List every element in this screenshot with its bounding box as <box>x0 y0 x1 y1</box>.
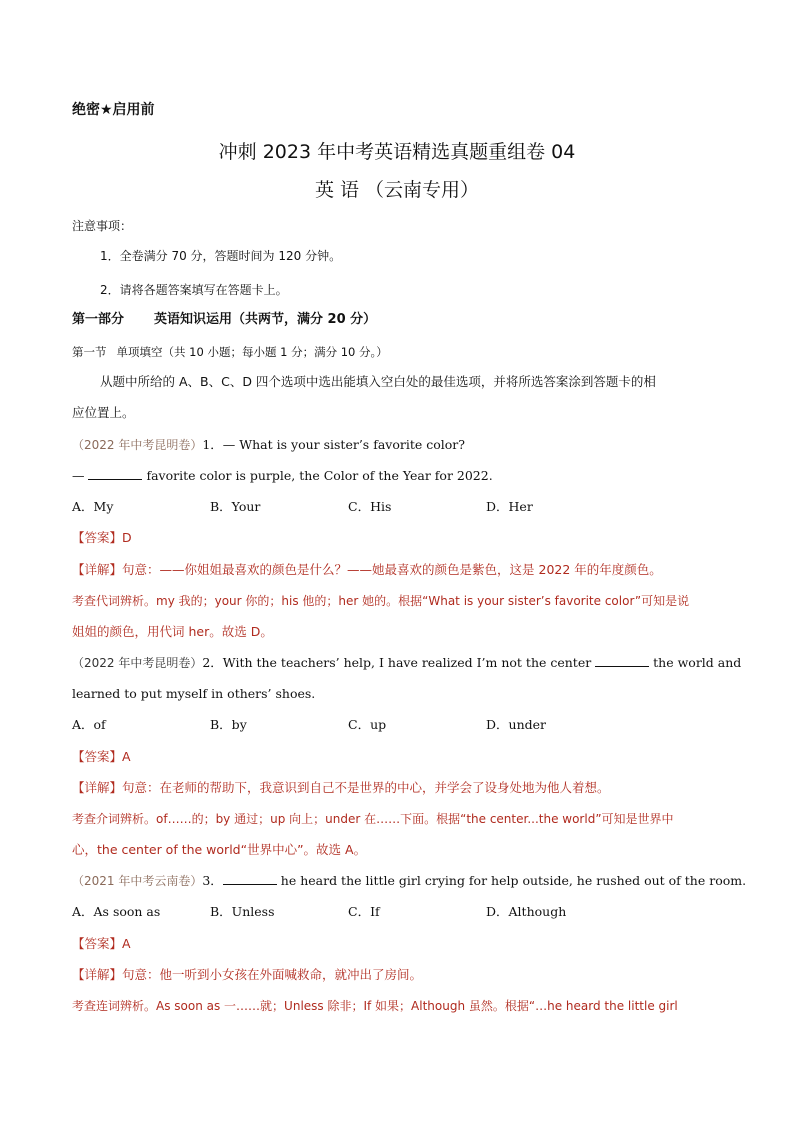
question-text: favorite color is purple, the Color of the Year for 2022. <box>142 468 493 483</box>
detail-label: 【详解】 <box>72 967 123 982</box>
answer-label: 【答案】 <box>72 936 123 951</box>
answer-value: D <box>122 530 132 545</box>
option-d: D．Although <box>486 904 567 919</box>
notes-heading: 注意事项： <box>72 219 133 233</box>
part-heading <box>72 311 722 329</box>
option-c: C．His <box>348 499 392 514</box>
option-d: D．Her <box>486 499 533 514</box>
answer-line <box>72 529 722 547</box>
detail-text: 句意：在老师的帮助下，我意识到自己不是世界的中心，并学会了设身处地为他人着想。 <box>122 780 610 795</box>
answer-blank <box>88 467 142 480</box>
note-item: 1．全卷满分 70 分，答题时间为 120 分钟。 <box>100 249 342 263</box>
question-source: （2022 年中考昆明卷） <box>72 656 203 670</box>
question-text: — <box>72 468 89 483</box>
answer-value: A <box>122 749 131 764</box>
part-title: 英语知识运用（共两节，满分 20 分） <box>154 312 377 327</box>
answer-blank <box>223 872 277 885</box>
instructions-line: 应位置上。 <box>72 405 135 420</box>
answer-label: 【答案】 <box>72 749 123 764</box>
detail-text: 句意：——你姐姐最喜欢的颜色是什么？——她最喜欢的颜色是紫色，这是 2022 年的年度颜色。 <box>122 562 662 577</box>
document-subtitle: 英 语 （云南专用） <box>314 179 480 201</box>
question-text: the world and <box>649 655 742 670</box>
detail-line <box>72 779 722 797</box>
answer-blank <box>595 654 649 667</box>
option-c: C．If <box>348 904 380 919</box>
answer-line <box>72 748 722 766</box>
option-d: D．under <box>486 717 546 732</box>
option-a: A．My <box>72 499 114 514</box>
instructions-line: 从题中所给的 A、B、C、D 四个选项中选出能填入空白处的最佳选项，并将所选答案涂到答题卡的相 <box>100 374 656 389</box>
section-title: 单项填空（共 10 小题；每小题 1 分；满分 10 分。） <box>116 345 388 359</box>
question-text: 2．With the teachers’ help, I have realized I’m not the center <box>202 655 596 670</box>
option-a: A．As soon as <box>72 904 161 919</box>
option-b: B．by <box>210 717 247 732</box>
question-stem: learned to put myself in others’ shoes. <box>72 686 316 701</box>
document-title: 冲刺 2023 年中考英语精选真题重组卷 04 <box>218 141 576 163</box>
detail-label: 【详解】 <box>72 562 123 577</box>
detail-line <box>72 561 722 579</box>
detail-label: 【详解】 <box>72 780 123 795</box>
question-stem <box>72 467 722 485</box>
option-c: C．up <box>348 717 387 732</box>
detail-line: 考查介词辨析。of……的；by 通过；up 向上；under 在……下面。根据“the center...the world”可知是世界中 <box>72 812 674 826</box>
question-source: （2021 年中考云南卷） <box>72 874 203 888</box>
option-a: A．of <box>72 717 106 732</box>
detail-text: 句意：他一听到小女孩在外面喊救命，就冲出了房间。 <box>122 967 423 982</box>
detail-line <box>72 966 722 984</box>
question-text: he heard the little girl crying for help outside, he rushed out of the room. <box>276 873 747 888</box>
question-stem <box>72 654 742 672</box>
detail-line: 姐姐的颜色，用代词 her。故选 D。 <box>72 624 273 639</box>
question-stem <box>72 872 747 890</box>
question-source: （2022 年中考昆明卷） <box>72 438 203 452</box>
secret-label: 绝密★启用前 <box>72 102 155 118</box>
detail-line: 考查代词辨析。my 我的；your 你的；his 他的；her 她的。根据“What is your sister’s favorite color”可知是说 <box>72 594 690 608</box>
answer-value: A <box>122 936 131 951</box>
part-label: 第一部分 <box>72 312 125 327</box>
question-stem <box>72 436 722 454</box>
answer-line <box>72 935 722 953</box>
section-heading <box>72 343 722 361</box>
question-text: 3． <box>202 873 223 888</box>
option-b: B．Unless <box>210 904 275 919</box>
section-label: 第一节 <box>72 345 107 359</box>
detail-line: 心，the center of the world“世界中心”。故选 A。 <box>72 842 367 857</box>
option-b: B．Your <box>210 499 261 514</box>
answer-label: 【答案】 <box>72 530 123 545</box>
note-item: 2．请将各题答案填写在答题卡上。 <box>100 283 288 297</box>
detail-line: 考查连词辨析。As soon as 一……就；Unless 除非；If 如果；Although 虽然。根据“…he heard the little girl <box>72 999 678 1013</box>
question-text: 1．— What is your sister’s favorite color? <box>202 437 465 452</box>
